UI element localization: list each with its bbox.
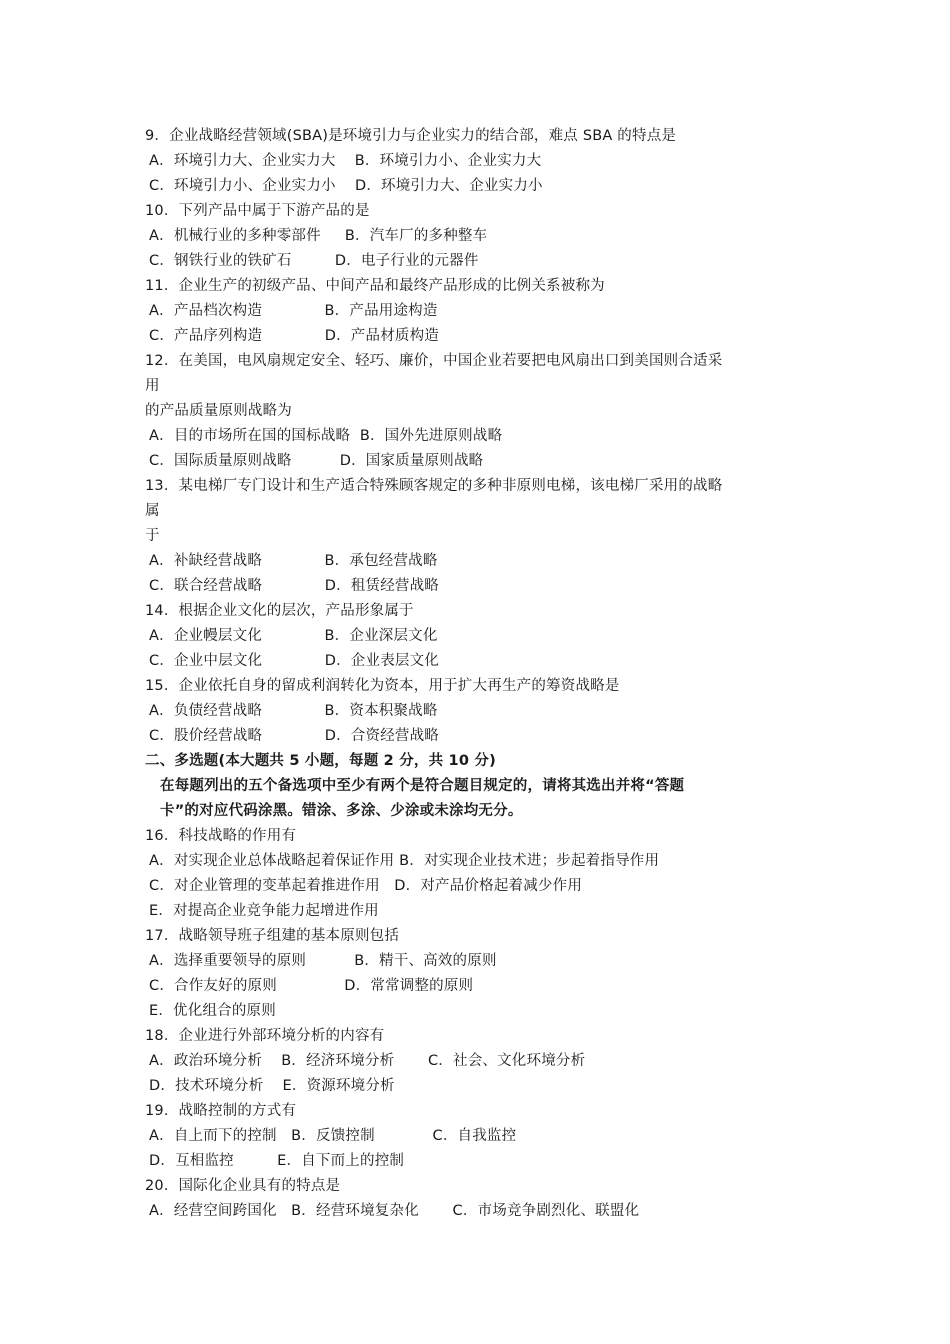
question-16-option-e: E．对提高企业竞争能力起增进作用 [149, 903, 379, 919]
question-11-options-cd: C．产品序列构造 D．产品材质构造 [149, 328, 440, 344]
question-16-options-cd: C．对企业管理的变革起着推进作用 D．对产品价格起着减少作用 [149, 878, 583, 894]
question-13-cont: 于 [145, 528, 160, 544]
question-11-options-ab: A．产品档次构造 B．产品用途构造 [149, 303, 438, 319]
question-20: 20．国际化企业具有的特点是 [145, 1178, 341, 1194]
question-14-options-ab: A．企业幔层文化 B．企业深层文化 [149, 628, 438, 644]
question-17-options-cd: C．合作友好的原则 D．常常调整的原则 [149, 978, 474, 994]
section-instructions-cont: 卡”的对应代码涂黑。错涂、多涂、少涂或未涂均无分。 [160, 803, 523, 819]
question-12-wrap: 用 [145, 378, 160, 394]
question-10-options-ab: A．机械行业的多种零部件 B．汽车厂的多种整车 [149, 228, 488, 244]
question-14-options-cd: C．企业中层文化 D．企业表层文化 [149, 653, 440, 669]
question-9-options-cd: C．环境引力小、企业实力小 D．环境引力大、企业实力小 [149, 178, 543, 194]
question-16: 16．科技战略的作用有 [145, 828, 297, 844]
question-16-options-ab: A．对实现企业总体战略起着保证作用 B．对实现企业技术进；步起着指导作用 [149, 853, 660, 869]
question-18-options-abc: A．政治环境分析 B．经济环境分析 C．社会、文化环境分析 [149, 1053, 586, 1069]
question-10-options-cd: C．钢铁行业的铁矿石 D．电子行业的元器件 [149, 253, 479, 269]
question-17-option-e: E．优化组合的原则 [149, 1003, 276, 1019]
section-instructions: 在每题列出的五个备选项中至少有两个是符合题目规定的，请将其选出并将“答题 [160, 778, 685, 794]
question-14: 14．根据企业文化的层次，产品形象属于 [145, 603, 414, 619]
question-12-options-cd: C．国际质量原则战略 D．国家质量原则战略 [149, 453, 484, 469]
question-19: 19．战略控制的方式有 [145, 1103, 297, 1119]
question-13-wrap: 属 [145, 503, 160, 519]
question-12-cont: 的产品质量原则战略为 [145, 403, 292, 419]
question-9: 9．企业战略经营领域(SBA)是环境引力与企业实力的结合部，难点 SBA 的特点是 [145, 128, 677, 144]
question-10: 10．下列产品中属于下游产品的是 [145, 203, 370, 219]
question-12: 12．在美国，电风扇规定安全、轻巧、廉价，中国企业若要把电风扇出口到美国则合适采 [145, 353, 723, 369]
question-12-options-ab: A．目的市场所在国的国标战略 B．国外先进原则战略 [149, 428, 503, 444]
question-19-options-de: D．互相监控 E．自下而上的控制 [149, 1153, 405, 1169]
question-17: 17．战略领导班子组建的基本原则包括 [145, 928, 400, 944]
question-19-options-abc: A．自上而下的控制 B．反馈控制 C．自我监控 [149, 1128, 517, 1144]
question-13-options-cd: C．联合经营战略 D．租赁经营战略 [149, 578, 440, 594]
question-9-options-ab: A．环境引力大、企业实力大 B．环境引力小、企业实力大 [149, 153, 542, 169]
question-11: 11．企业生产的初级产品、中间产品和最终产品形成的比例关系被称为 [145, 278, 605, 294]
question-17-options-ab: A．选择重要领导的原则 B．精干、高效的原则 [149, 953, 497, 969]
question-15-options-cd: C．股价经营战略 D．合资经营战略 [149, 728, 440, 744]
section-heading: 二、多选题(本大题共 5 小题，每题 2 分，共 10 分) [145, 753, 496, 769]
question-18: 18．企业进行外部环境分析的内容有 [145, 1028, 385, 1044]
question-15-options-ab: A．负债经营战略 B．资本积聚战略 [149, 703, 438, 719]
question-13-options-ab: A．补缺经营战略 B．承包经营战略 [149, 553, 438, 569]
question-20-options-abc: A．经营空间跨国化 B．经营环境复杂化 C．市场竞争剧烈化、联盟化 [149, 1203, 640, 1219]
question-18-options-de: D．技术环境分析 E．资源环境分析 [149, 1078, 395, 1094]
question-13: 13．某电梯厂专门设计和生产适合特殊顾客规定的多种非原则电梯，该电梯厂采用的战略 [145, 478, 723, 494]
question-15: 15．企业依托自身的留成利润转化为资本，用于扩大再生产的筹资战略是 [145, 678, 620, 694]
